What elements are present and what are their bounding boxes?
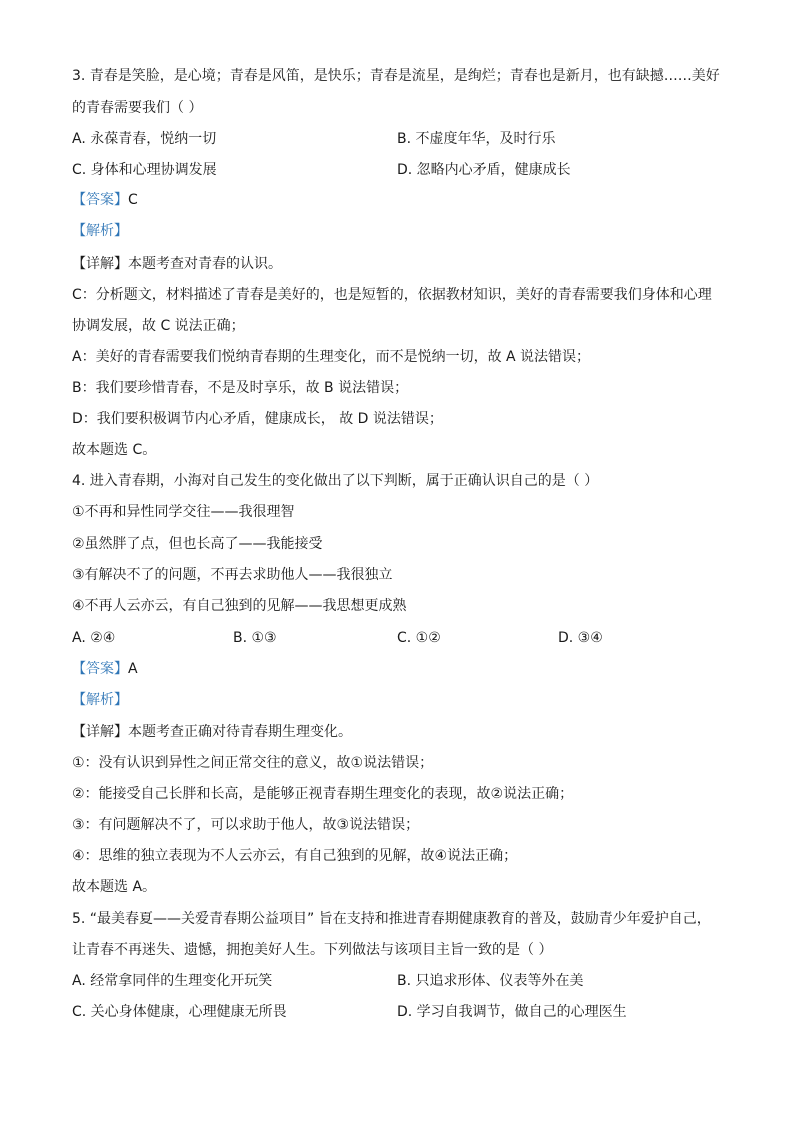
q4-analysis-line [72,690,128,710]
q4-item2: ②虽然胖了点，但也长高了——我能接受 [72,536,323,552]
q4-exp4: ④：思维的独立表现为不人云亦云，有自己独到的见解，故④说法正确； [72,848,518,864]
q3-option-a: A. 永葆青春，悦纳一切 [72,131,217,147]
q3-exp-c-line1: C：分析题文，材料描述了青春是美好的，也是短暂的，依据教材知识，美好的青春需要我们身体和心理 [72,287,712,303]
q3-exp-b: B：我们要珍惜青春，不是及时享乐，故 B 说法错误； [72,380,409,396]
q5-option-a: A. 经常拿同伴的生理变化开玩笑 [72,973,273,989]
q4-detail-text: 本题考查正确对待青春期生理变化。 [128,724,352,740]
q4-answer-tag: 【答案】 [72,661,128,677]
q3-detail-tag: 【详解】 [72,256,128,272]
q5-option-c: C. 关心身体健康，心理健康无所畏 [72,1004,287,1020]
q4-option-c: C. ①② [397,630,441,646]
q3-option-b: B. 不虚度年华，及时行乐 [397,131,556,147]
q4-stem: 4. 进入青春期，小海对自己发生的变化做出了以下判断，属于正确认识自己的是（ ） [72,473,599,489]
q3-answer-line [72,190,138,210]
q5-option-d: D. 学习自我调节，做自己的心理医生 [397,1004,627,1020]
q3-analysis-tag: 【解析】 [72,223,128,239]
q4-option-a: A. ②④ [72,630,116,646]
q4-analysis-tag: 【解析】 [72,692,128,708]
q4-option-b: B. ①③ [233,630,277,646]
q4-detail-tag: 【详解】 [72,724,128,740]
q4-exp1: ①：没有认识到异性之间正常交往的意义，故①说法错误； [72,755,434,771]
q3-exp-d: D：我们要积极调节内心矛盾，健康成长， 故 D 说法错误； [72,411,443,427]
q4-option-d: D. ③④ [558,630,603,646]
q3-conclusion: 故本题选 C。 [72,442,157,458]
q3-answer-value: C [128,192,138,208]
q4-item3: ③有解决不了的问题，不再去求助他人——我很独立 [72,567,393,583]
q4-conclusion: 故本题选 A。 [72,879,157,895]
q4-exp3: ③：有问题解决不了，可以求助于他人，故③说法错误； [72,817,420,833]
q3-exp-c-line2: 协调发展，故 C 说法正确； [72,318,245,334]
q3-stem-line2: 的青春需要我们（ ） [72,100,203,116]
q5-stem-line1: 5. “最美春夏——关爱青春期公益项目” 旨在支持和推进青春期健康教育的普及，鼓励青少年爱护自己， [72,911,711,927]
q4-item4: ④不再人云亦云，有自己独到的见解——我思想更成熟 [72,598,407,614]
q3-detail-line [72,254,282,274]
q3-analysis-line [72,221,128,241]
q4-detail-line [72,722,352,742]
q4-answer-value: A [128,661,138,677]
q3-detail-text: 本题考查对青春的认识。 [128,256,282,272]
q3-option-d: D. 忽略内心矛盾，健康成长 [397,162,571,178]
q3-exp-a: A：美好的青春需要我们悦纳青春期的生理变化，而不是悦纳一切，故 A 说法错误； [72,349,591,365]
q5-option-b: B. 只追求形体、仪表等外在美 [397,973,584,989]
q3-answer-tag: 【答案】 [72,192,128,208]
q4-exp2: ②：能接受自己长胖和长高，是能够正视青春期生理变化的表现，故②说法正确； [72,786,574,802]
q4-answer-line [72,659,138,679]
q3-stem-line1: 3. 青春是笑脸，是心境；青春是风笛，是快乐；青春是流星，是绚烂；青春也是新月，也有缺撼……美好 [72,68,720,84]
q5-stem-line2: 让青春不再迷失、遗憾，拥抱美好人生。下列做法与该项目主旨一致的是（ ） [72,942,553,958]
q3-option-c: C. 身体和心理协调发展 [72,162,217,178]
q4-item1: ①不再和异性同学交往——我很理智 [72,504,295,520]
